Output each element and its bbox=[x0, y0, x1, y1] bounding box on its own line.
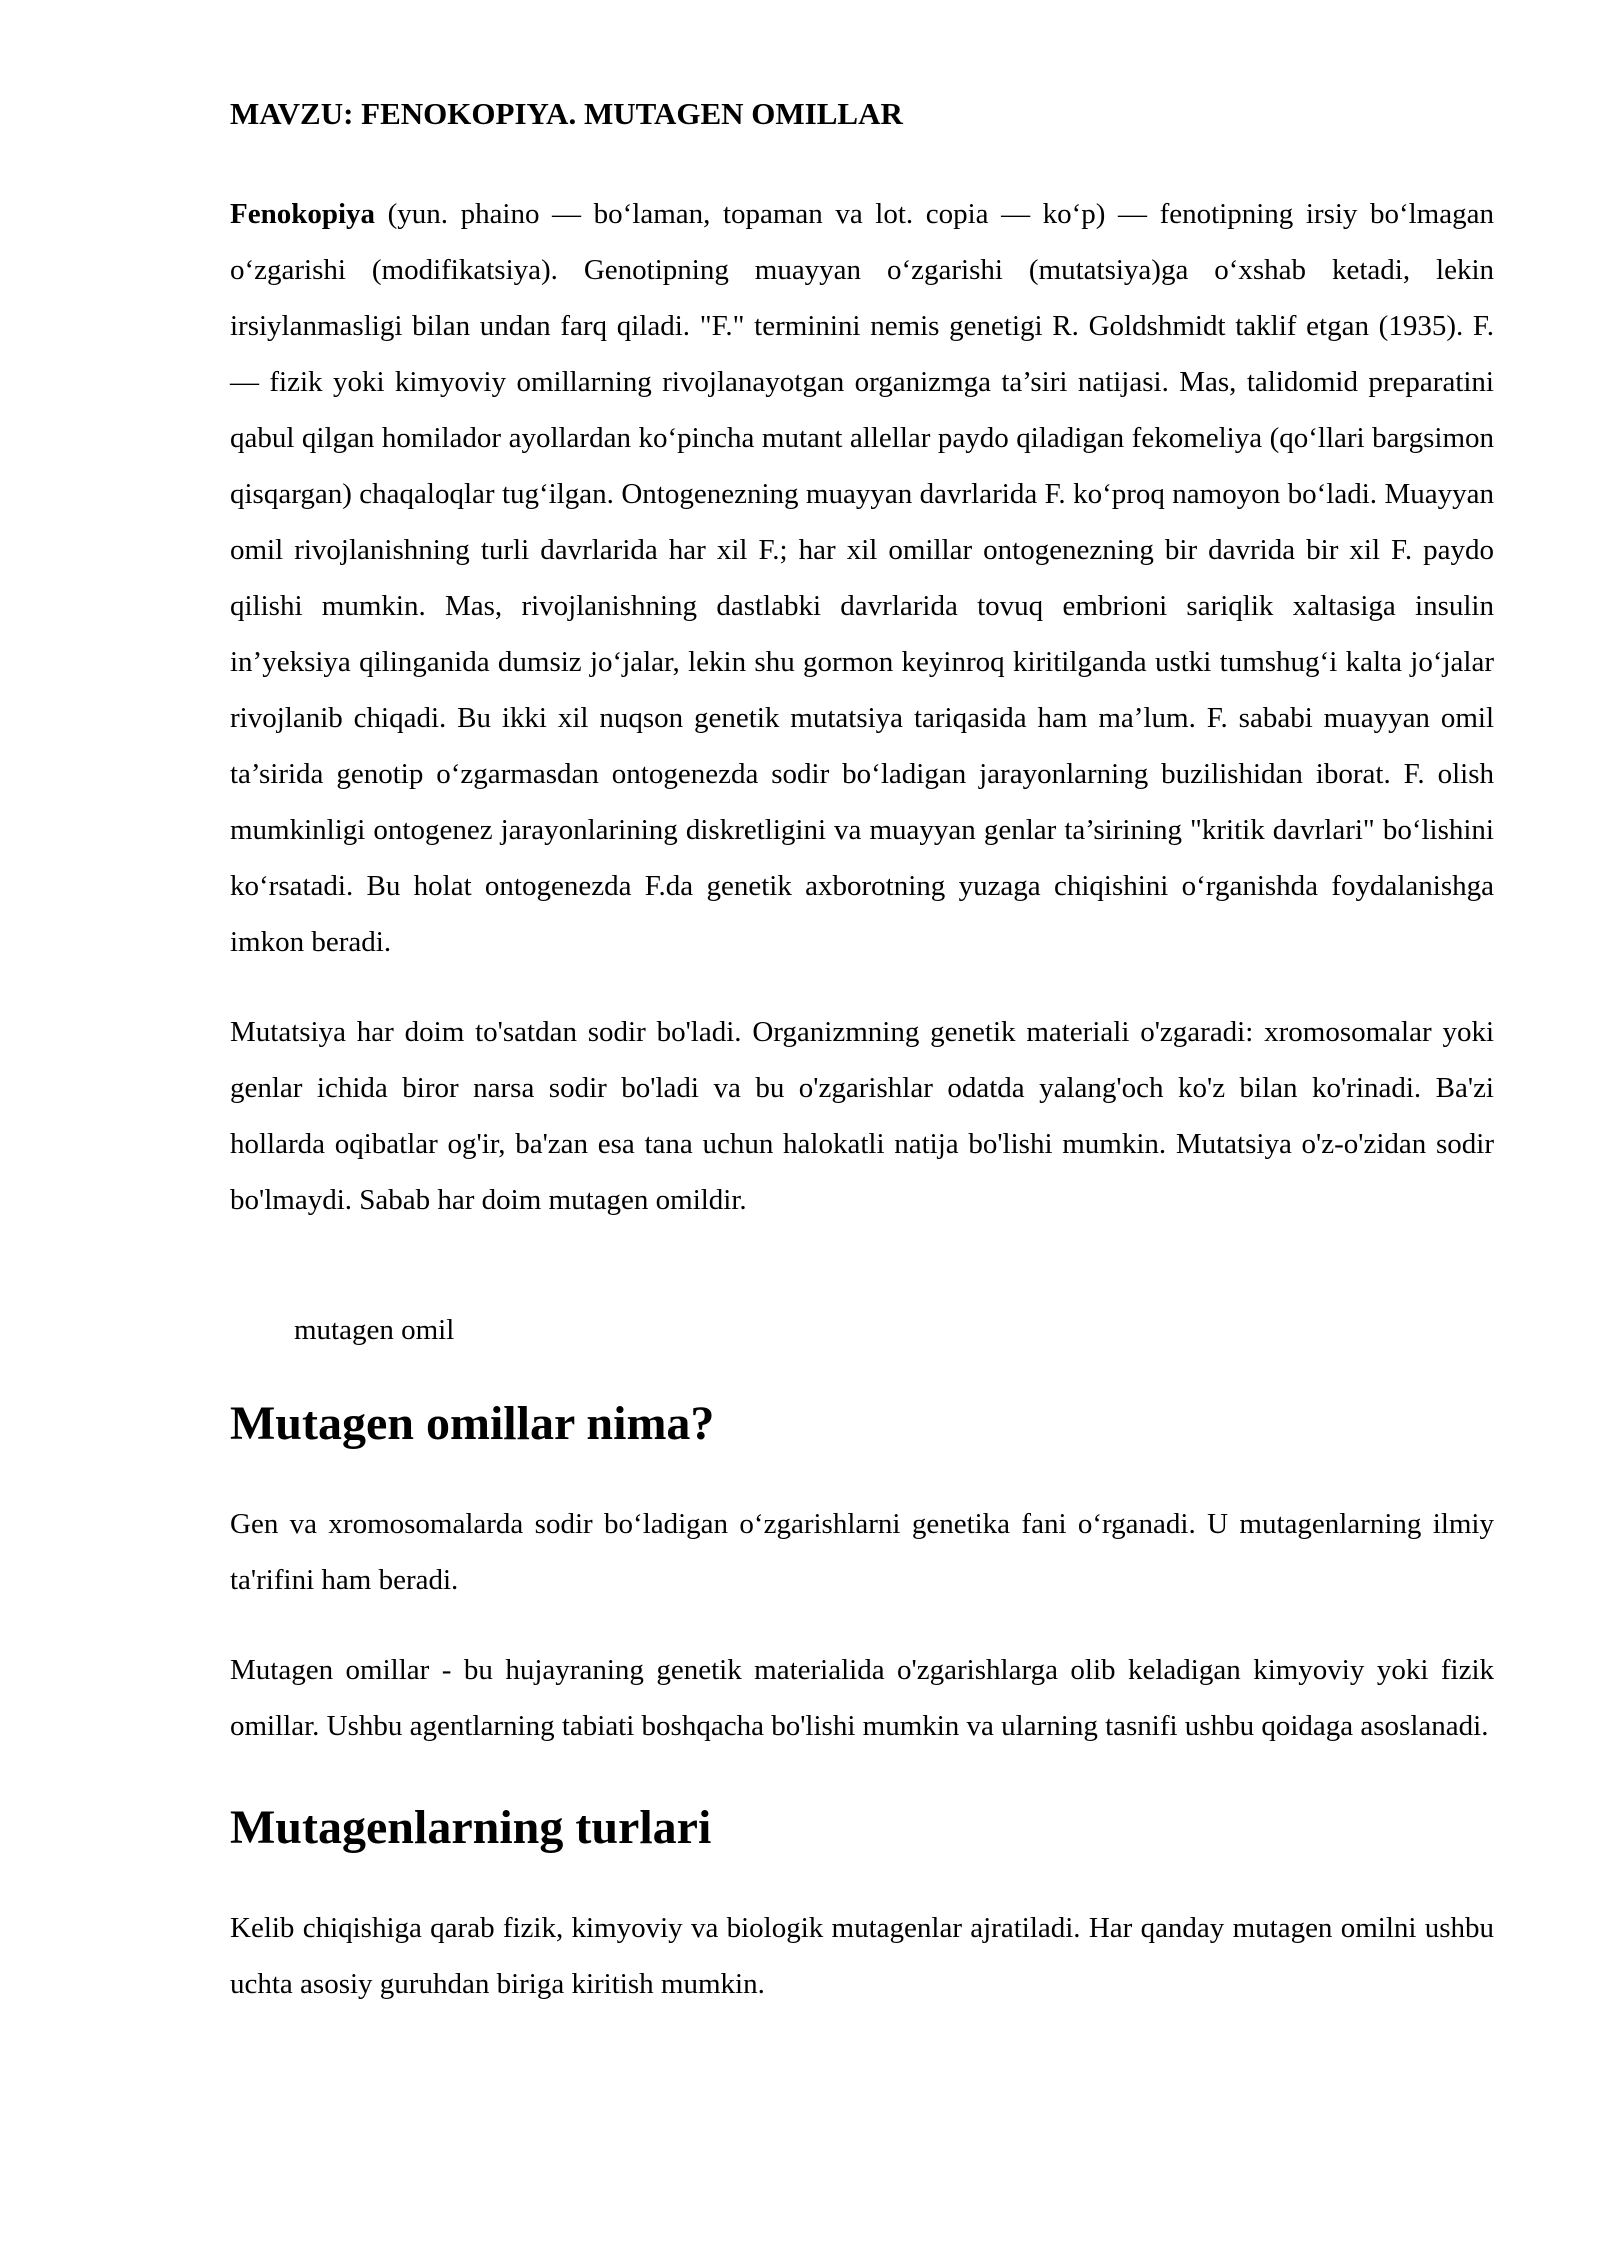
section-heading-mutagenlar-turlari: Mutagenlarning turlari bbox=[230, 1801, 712, 1854]
section-heading-mutagen-omillar: Mutagen omillar nima? bbox=[230, 1397, 715, 1450]
image-caption: mutagen omil bbox=[294, 1314, 455, 1346]
fenokopiya-definition-text: (yun. phaino — bo‘laman, topaman va lot. copia — ko‘p) — fenotipning irsiy bo‘lmagan o‘zgarishi (modifikatsiya). Genotipning muayyan o‘zgarishi (mutatsiya)ga o‘xshab ketadi, lekin irsiylanmasligi bilan undan farq qiladi. "F." terminini nemis genetigi R. Goldshmidt taklif etgan (1935). F. — fizik yoki kimyoviy omillarning rivojlanayotgan organizmga ta’siri natijasi. Mas, talidomid preparatini qabul qilgan homilador ayollardan ko‘pincha mutant allellar paydo qiladigan fekomeliya (qo‘llari bargsimon qisqargan) chaqaloqlar tug‘ilgan. Ontogenezning muayyan davrlarida F. ko‘proq namoyon bo‘ladi. Muayyan omil rivojlanishning turli davrlarida har xil F.; har xil omillar ontogenezning bir davrida bir xil F. paydo qilishi mumkin. Mas, rivojlanishning dastlabki davrlarida tovuq embrioni sariqlik xaltasiga insulin in’yeksiya qilinganida dumsiz jo‘jalar, lekin shu gormon keyinroq kiritilganda ustki tumshug‘i kalta jo‘jalar rivojlanib chiqadi. Bu ikki xil nuqson genetik mutatsiya tariqasida ham ma’lum. F. sababi muayyan omil ta’sirida genotip o‘zgarmasdan ontogenezda sodir bo‘ladigan jarayonlarning buzilishidan iborat. F. olish mumkinligi ontogenez jarayonlarining diskretligini va muayyan genlar ta’sirining "kritik davrlari" bo‘lishini ko‘rsatadi. Bu holat ontogenezda F.da genetik axborotning yuzaga chiqishini o‘rganishda foydalanishga imkon beradi. bbox=[230, 198, 1494, 958]
mutatsiya-paragraph: Mutatsiya har doim to'satdan sodir bo'ladi. Organizmning genetik materiali o'zgaradi: xromosomalar yoki genlar ichida biror narsa sodir bo'ladi va bu o'zgarishlar odatda yalang'och ko'z bilan ko'rinadi. Ba'zi hollarda oqibatlar og'ir, ba'zan esa tana uchun halokatli natija bo'lishi mumkin. Mutatsiya o'z-o'zidan sodir bo'lmaydi. Sabab har doim mutagen omildir. bbox=[230, 1016, 1494, 1216]
fenokopiya-paragraph bbox=[230, 186, 1494, 970]
document-title: MAVZU: FENOKOPIYA. MUTAGEN OMILLAR bbox=[230, 96, 903, 131]
section2-paragraph-1: Kelib chiqishiga qarab fizik, kimyoviy va biologik mutagenlar ajratiladi. Har qanday mutagen omilni ushbu uchta asosiy guruhdan biriga kiritish mumkin. bbox=[230, 1912, 1494, 2000]
section1-paragraph-2: Mutagen omillar - bu hujayraning genetik materialida o'zgarishlarga olib keladigan kimyoviy yoki fizik omillar. Ushbu agentlarning tabiati boshqacha bo'lishi mumkin va ularning tasnifi ushbu qoidaga asoslanadi. bbox=[230, 1654, 1494, 1742]
fenokopiya-term: Fenokopiya bbox=[230, 198, 376, 230]
section1-paragraph-1: Gen va xromosomalarda sodir bo‘ladigan o‘zgarishlarni genetika fani o‘rganadi. U mutagenlarning ilmiy ta'rifini ham beradi. bbox=[230, 1508, 1494, 1596]
